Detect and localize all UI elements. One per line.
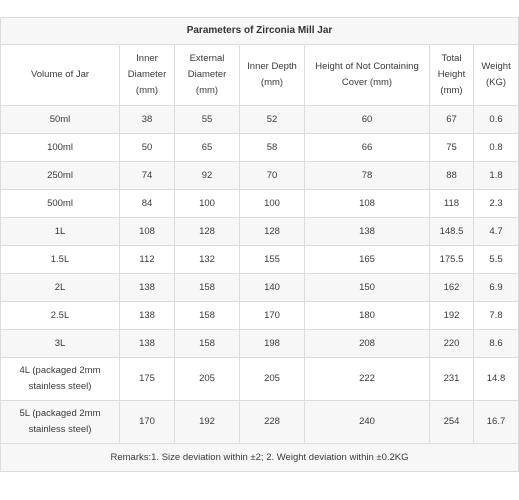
cell-volume: 3L bbox=[1, 330, 120, 358]
cell-height-no-cover: 240 bbox=[305, 401, 430, 444]
cell-weight: 6.9 bbox=[474, 274, 519, 302]
table-row bbox=[1, 302, 519, 330]
cell-volume: 4L (packaged 2mm stainless steel) bbox=[1, 358, 120, 401]
cell-weight: 0.8 bbox=[474, 134, 519, 162]
remarks-text: Remarks:1. Size deviation within ±2; 2. Weight deviation within ±0.2KG bbox=[1, 444, 519, 472]
zirconia-mill-jar-table bbox=[0, 17, 519, 472]
cell-height-no-cover: 108 bbox=[305, 190, 430, 218]
cell-volume: 1L bbox=[1, 218, 120, 246]
cell-inner-diameter: 138 bbox=[120, 302, 175, 330]
cell-total-height: 118 bbox=[430, 190, 474, 218]
cell-height-no-cover: 150 bbox=[305, 274, 430, 302]
cell-inner-diameter: 38 bbox=[120, 106, 175, 134]
cell-inner-diameter: 84 bbox=[120, 190, 175, 218]
cell-height-no-cover: 165 bbox=[305, 246, 430, 274]
cell-weight: 14.8 bbox=[474, 358, 519, 401]
header-weight: Weight (KG) bbox=[474, 45, 519, 106]
cell-total-height: 88 bbox=[430, 162, 474, 190]
cell-weight: 1.8 bbox=[474, 162, 519, 190]
cell-inner-diameter: 108 bbox=[120, 218, 175, 246]
spec-table-container bbox=[0, 17, 511, 472]
cell-external-diameter: 55 bbox=[175, 106, 240, 134]
cell-total-height: 231 bbox=[430, 358, 474, 401]
cell-inner-diameter: 138 bbox=[120, 274, 175, 302]
cell-height-no-cover: 66 bbox=[305, 134, 430, 162]
cell-external-diameter: 92 bbox=[175, 162, 240, 190]
header-external-diameter: External Diameter (mm) bbox=[175, 45, 240, 106]
cell-inner-depth: 100 bbox=[240, 190, 305, 218]
cell-weight: 8.6 bbox=[474, 330, 519, 358]
cell-inner-depth: 128 bbox=[240, 218, 305, 246]
cell-weight: 16.7 bbox=[474, 401, 519, 444]
cell-height-no-cover: 222 bbox=[305, 358, 430, 401]
cell-total-height: 75 bbox=[430, 134, 474, 162]
cell-external-diameter: 65 bbox=[175, 134, 240, 162]
cell-height-no-cover: 180 bbox=[305, 302, 430, 330]
cell-volume: 2.5L bbox=[1, 302, 120, 330]
cell-inner-depth: 170 bbox=[240, 302, 305, 330]
cell-external-diameter: 100 bbox=[175, 190, 240, 218]
cell-total-height: 220 bbox=[430, 330, 474, 358]
cell-inner-depth: 205 bbox=[240, 358, 305, 401]
cell-height-no-cover: 208 bbox=[305, 330, 430, 358]
cell-external-diameter: 128 bbox=[175, 218, 240, 246]
header-inner-diameter: Inner Diameter (mm) bbox=[120, 45, 175, 106]
header-inner-depth: Inner Depth (mm) bbox=[240, 45, 305, 106]
table-row bbox=[1, 162, 519, 190]
cell-inner-depth: 52 bbox=[240, 106, 305, 134]
cell-total-height: 67 bbox=[430, 106, 474, 134]
cell-volume: 50ml bbox=[1, 106, 120, 134]
cell-total-height: 175.5 bbox=[430, 246, 474, 274]
cell-inner-depth: 58 bbox=[240, 134, 305, 162]
cell-external-diameter: 132 bbox=[175, 246, 240, 274]
table-header-row bbox=[1, 45, 519, 106]
cell-external-diameter: 205 bbox=[175, 358, 240, 401]
cell-total-height: 254 bbox=[430, 401, 474, 444]
table-title: Parameters of Zirconia Mill Jar bbox=[1, 18, 519, 45]
cell-inner-diameter: 138 bbox=[120, 330, 175, 358]
header-height-no-cover: Height of Not Containing Cover (mm) bbox=[305, 45, 430, 106]
cell-volume: 100ml bbox=[1, 134, 120, 162]
cell-weight: 2.3 bbox=[474, 190, 519, 218]
cell-volume: 1.5L bbox=[1, 246, 120, 274]
table-row bbox=[1, 190, 519, 218]
cell-inner-diameter: 175 bbox=[120, 358, 175, 401]
cell-inner-diameter: 50 bbox=[120, 134, 175, 162]
cell-height-no-cover: 60 bbox=[305, 106, 430, 134]
table-row bbox=[1, 218, 519, 246]
cell-volume: 5L (packaged 2mm stainless steel) bbox=[1, 401, 120, 444]
table-row bbox=[1, 106, 519, 134]
cell-weight: 0.6 bbox=[474, 106, 519, 134]
cell-inner-depth: 198 bbox=[240, 330, 305, 358]
cell-total-height: 148.5 bbox=[430, 218, 474, 246]
header-volume: Volume of Jar bbox=[1, 45, 120, 106]
table-row bbox=[1, 246, 519, 274]
remarks-row bbox=[1, 444, 519, 472]
cell-volume: 2L bbox=[1, 274, 120, 302]
cell-inner-depth: 155 bbox=[240, 246, 305, 274]
table-row bbox=[1, 134, 519, 162]
cell-weight: 5.5 bbox=[474, 246, 519, 274]
cell-inner-diameter: 170 bbox=[120, 401, 175, 444]
cell-height-no-cover: 78 bbox=[305, 162, 430, 190]
table-title-row bbox=[1, 18, 519, 45]
cell-total-height: 162 bbox=[430, 274, 474, 302]
cell-inner-depth: 228 bbox=[240, 401, 305, 444]
cell-weight: 7.8 bbox=[474, 302, 519, 330]
cell-height-no-cover: 138 bbox=[305, 218, 430, 246]
cell-volume: 250ml bbox=[1, 162, 120, 190]
cell-external-diameter: 158 bbox=[175, 274, 240, 302]
cell-inner-diameter: 74 bbox=[120, 162, 175, 190]
table-row bbox=[1, 274, 519, 302]
header-total-height: Total Height (mm) bbox=[430, 45, 474, 106]
cell-inner-depth: 140 bbox=[240, 274, 305, 302]
table-row bbox=[1, 330, 519, 358]
table-row bbox=[1, 401, 519, 444]
cell-volume: 500ml bbox=[1, 190, 120, 218]
cell-external-diameter: 192 bbox=[175, 401, 240, 444]
cell-weight: 4.7 bbox=[474, 218, 519, 246]
cell-inner-depth: 70 bbox=[240, 162, 305, 190]
cell-inner-diameter: 112 bbox=[120, 246, 175, 274]
cell-external-diameter: 158 bbox=[175, 330, 240, 358]
cell-total-height: 192 bbox=[430, 302, 474, 330]
cell-external-diameter: 158 bbox=[175, 302, 240, 330]
table-row bbox=[1, 358, 519, 401]
